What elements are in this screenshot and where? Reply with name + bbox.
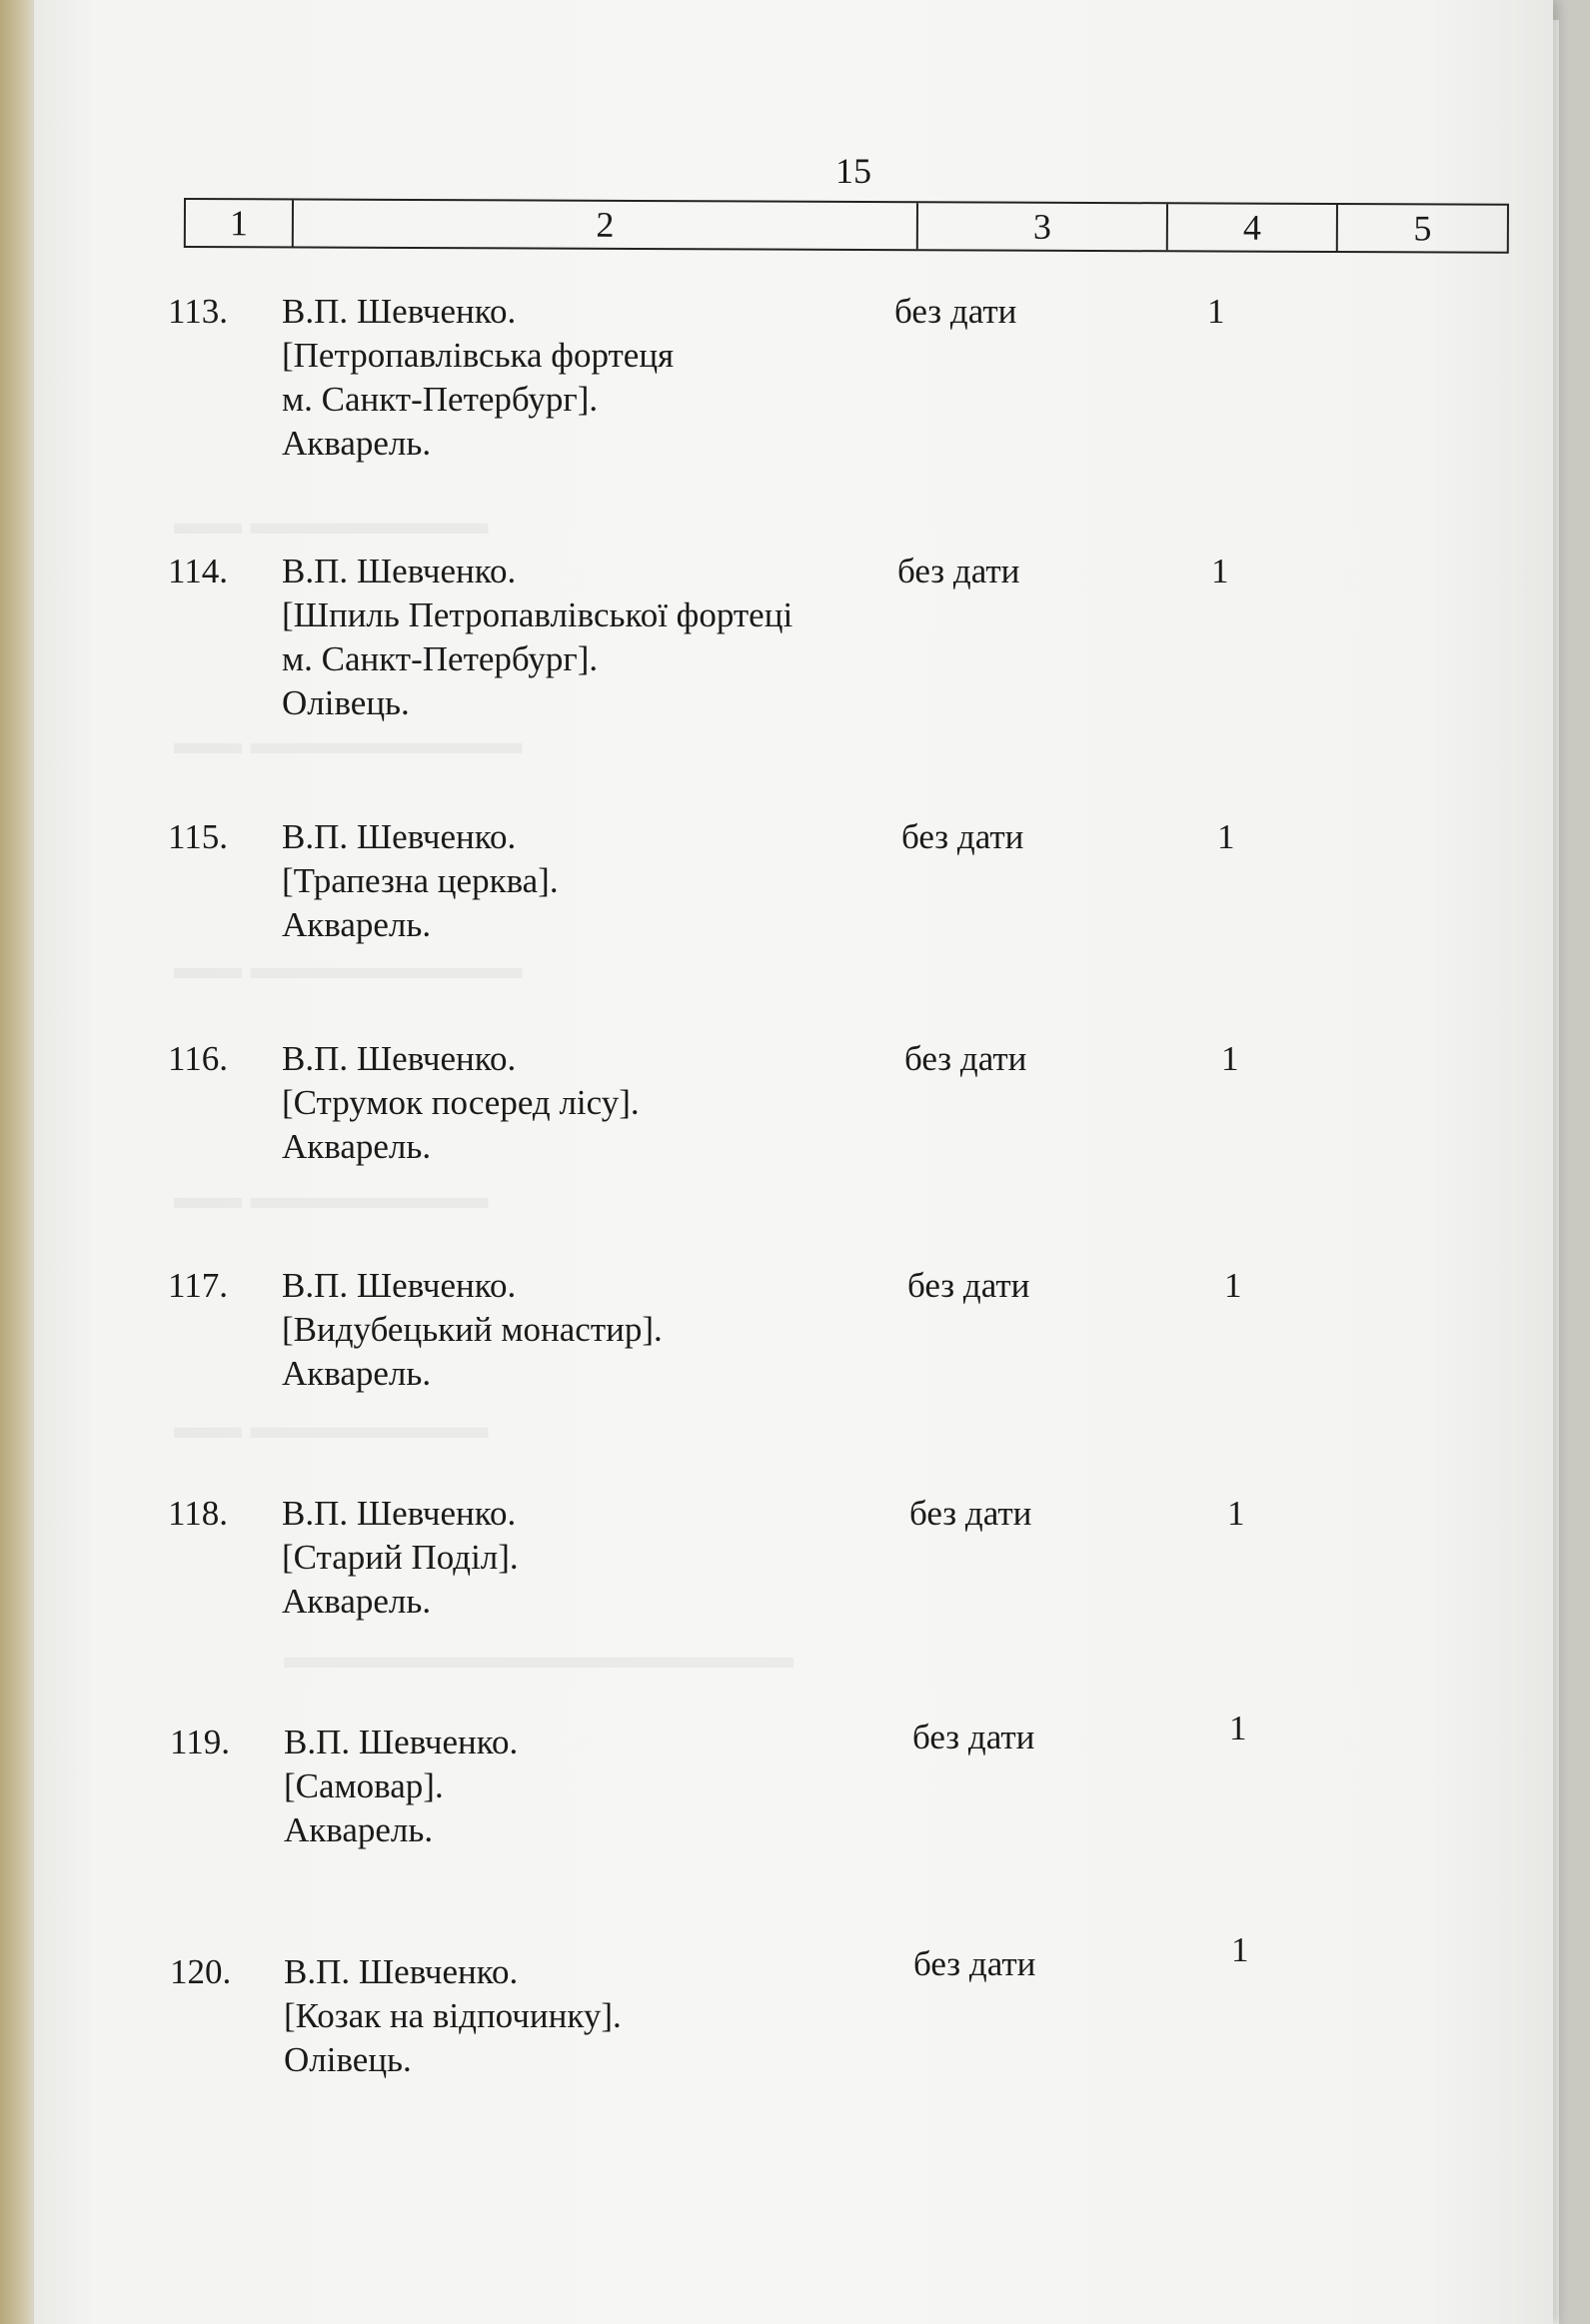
entry-medium: Олівець. (282, 683, 410, 722)
column-header-1: 1 (186, 200, 294, 246)
entry-title: [Козак на відпочинку]. (284, 1996, 622, 2035)
bleed-through-mark (284, 1639, 794, 1677)
entry-title: [Самовар]. (284, 1766, 444, 1805)
entry-quantity: 1 (1231, 1930, 1249, 1969)
entry-title-cont: м. Санкт-Петербург]. (282, 639, 599, 678)
entry-date: без дати (901, 817, 1024, 856)
column-header-table (184, 198, 1509, 254)
entry-number: 118. (168, 1494, 228, 1533)
entry-description (284, 1950, 903, 2082)
entry-quantity: 1 (1207, 292, 1225, 331)
entry-description (282, 1492, 901, 1624)
entry-description (282, 1037, 901, 1169)
entry-medium: Акварель. (282, 424, 432, 463)
entry-medium: Акварель. (282, 905, 432, 944)
entry-author: В.П. Шевченко. (284, 1723, 519, 1761)
entry-date: без дати (913, 1944, 1036, 1983)
entry-number: 114. (168, 552, 228, 590)
bleed-through-mark (174, 1409, 489, 1447)
entry-date: без дати (912, 1718, 1035, 1756)
entry-medium: Акварель. (284, 1810, 434, 1849)
entry-quantity: 1 (1224, 1266, 1242, 1305)
entry-author: В.П. Шевченко. (284, 1952, 519, 1991)
entry-title: [Петропавлівська фортеця (282, 336, 675, 375)
entry-number: 113. (168, 292, 228, 331)
entry-author: В.П. Шевченко. (282, 552, 517, 590)
entry-description (282, 1264, 901, 1396)
entry-description (282, 290, 901, 466)
entry-author: В.П. Шевченко. (282, 292, 517, 331)
column-header-4: 4 (1168, 204, 1338, 251)
entry-author: В.П. Шевченко. (282, 817, 517, 856)
entry-title: [Видубецький монастир]. (282, 1310, 663, 1349)
entry-number: 117. (168, 1266, 228, 1305)
entry-description (282, 550, 901, 725)
entry-author: В.П. Шевченко. (282, 1039, 517, 1078)
entry-title: [Струмок посеред лісу]. (282, 1083, 640, 1122)
entry-date: без дати (897, 552, 1020, 590)
entry-date: без дати (909, 1494, 1032, 1533)
entry-quantity: 1 (1221, 1039, 1239, 1078)
entry-medium: Олівець. (284, 2040, 412, 2079)
entry-number: 120. (170, 1952, 232, 1991)
column-header-2: 2 (294, 200, 918, 249)
column-header-5: 5 (1413, 208, 1432, 249)
entry-quantity: 1 (1217, 817, 1235, 856)
bleed-through-mark (174, 1179, 489, 1217)
entry-number: 119. (170, 1723, 230, 1761)
entry-title: [Старий Поділ]. (282, 1538, 519, 1577)
entry-number: 115. (168, 817, 228, 856)
entry-description (284, 1721, 903, 1852)
page-number: 15 (835, 151, 871, 191)
entry-date: без дати (894, 292, 1017, 331)
entry-author: В.П. Шевченко. (282, 1494, 517, 1533)
entry-title: [Шпиль Петропавлівської фортеці (282, 595, 794, 634)
entry-quantity: 1 (1211, 552, 1229, 590)
entry-title-cont: м. Санкт-Петербург]. (282, 380, 599, 419)
document-page (34, 0, 1553, 2324)
entry-number: 116. (168, 1039, 228, 1078)
entry-quantity: 1 (1227, 1494, 1245, 1533)
entry-description (282, 815, 901, 947)
entry-title: [Трапезна церква]. (282, 861, 559, 900)
entry-author: В.П. Шевченко. (282, 1266, 517, 1305)
bleed-through-mark (174, 949, 523, 987)
bleed-through-mark (174, 505, 489, 543)
entry-date: без дати (907, 1266, 1030, 1305)
bleed-through-mark (174, 724, 523, 762)
entry-quantity: 1 (1229, 1709, 1247, 1747)
column-header-3: 3 (918, 203, 1168, 250)
entry-medium: Акварель. (282, 1582, 432, 1621)
entry-date: без дати (904, 1039, 1027, 1078)
entry-medium: Акварель. (282, 1127, 432, 1166)
entry-medium: Акварель. (282, 1354, 432, 1393)
